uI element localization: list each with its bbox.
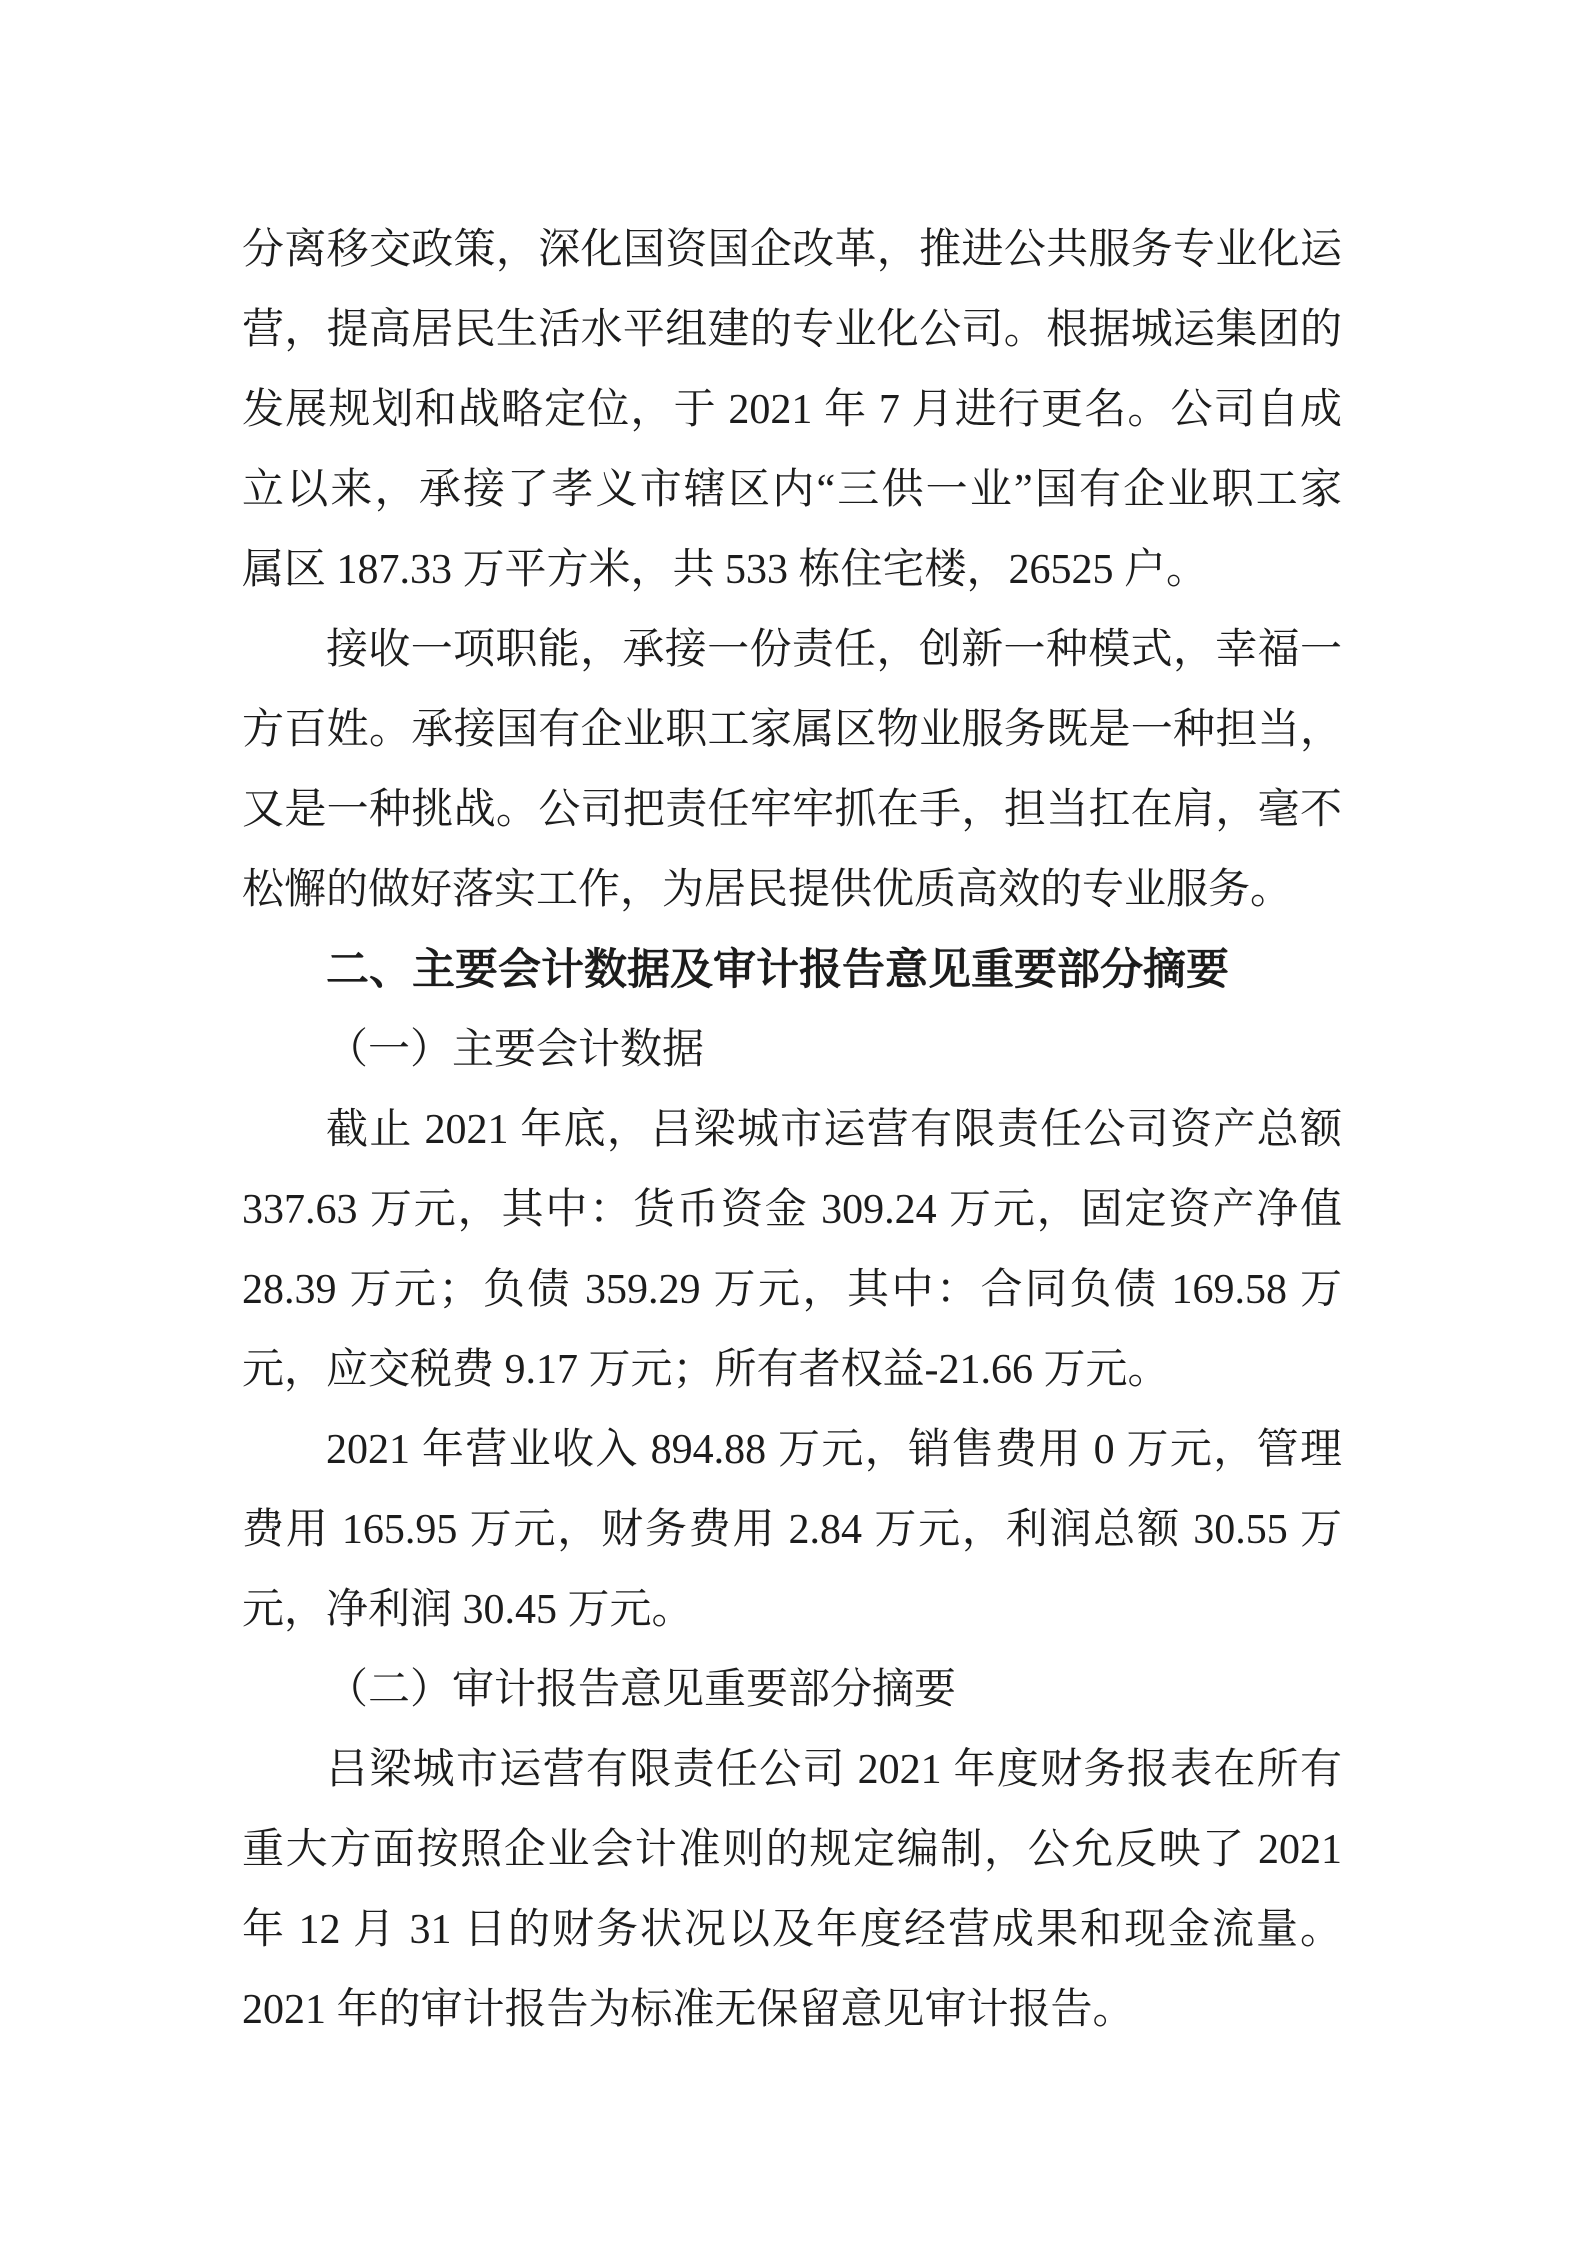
text-line: 费用 165.95 万元，财务费用 2.84 万元，利润总额 30.55 万 [242, 1507, 1342, 1553]
text-line: 2021 年营业收入 894.88 万元，销售费用 0 万元，管理 [326, 1427, 1342, 1473]
subsection-heading: （一）主要会计数据 [326, 1027, 705, 1073]
subsection-heading: （二）审计报告意见重要部分摘要 [326, 1667, 957, 1713]
section-heading: 二、主要会计数据及审计报告意见重要部分摘要 [326, 946, 1229, 994]
text-line: 重大方面按照企业会计准则的规定编制，公允反映了 2021 [242, 1827, 1342, 1873]
text-line: 方百姓。承接国有企业职工家属区物业服务既是一种担当， [242, 707, 1342, 753]
text-line: 松懈的做好落实工作，为居民提供优质高效的专业服务。 [242, 867, 1293, 913]
text-line: 分离移交政策，深化国资国企改革，推进公共服务专业化运 [242, 227, 1342, 273]
text-line: 年 12 月 31 日的财务状况以及年度经营成果和现金流量。 [242, 1907, 1342, 1953]
text-line: 属区 187.33 万平方米，共 533 栋住宅楼，26525 户。 [242, 547, 1209, 593]
text-line: 又是一种挑战。公司把责任牢牢抓在手，担当扛在肩，毫不 [242, 787, 1342, 833]
text-line: 营，提高居民生活水平组建的专业化公司。根据城运集团的 [242, 307, 1342, 353]
text-line: 元，净利润 30.45 万元。 [242, 1587, 694, 1633]
text-line: 截止 2021 年底，吕梁城市运营有限责任公司资产总额 [326, 1107, 1342, 1153]
text-line: 28.39 万元；负债 359.29 万元，其中：合同负债 169.58 万 [242, 1267, 1342, 1313]
text-line: 吕梁城市运营有限责任公司 2021 年度财务报表在所有 [326, 1747, 1342, 1793]
text-line: 接收一项职能，承接一份责任，创新一种模式，幸福一 [326, 627, 1342, 673]
text-line: 337.63 万元，其中：货币资金 309.24 万元，固定资产净值 [242, 1187, 1342, 1233]
text-line: 发展规划和战略定位，于 2021 年 7 月进行更名。公司自成 [242, 387, 1342, 433]
text-line: 立以来，承接了孝义市辖区内“三供一业”国有企业职工家 [242, 467, 1342, 513]
document-body [242, 210, 1342, 2050]
text-line: 元，应交税费 9.17 万元；所有者权益-21.66 万元。 [242, 1347, 1170, 1393]
text-line: 2021 年的审计报告为标准无保留意见审计报告。 [242, 1987, 1135, 2033]
